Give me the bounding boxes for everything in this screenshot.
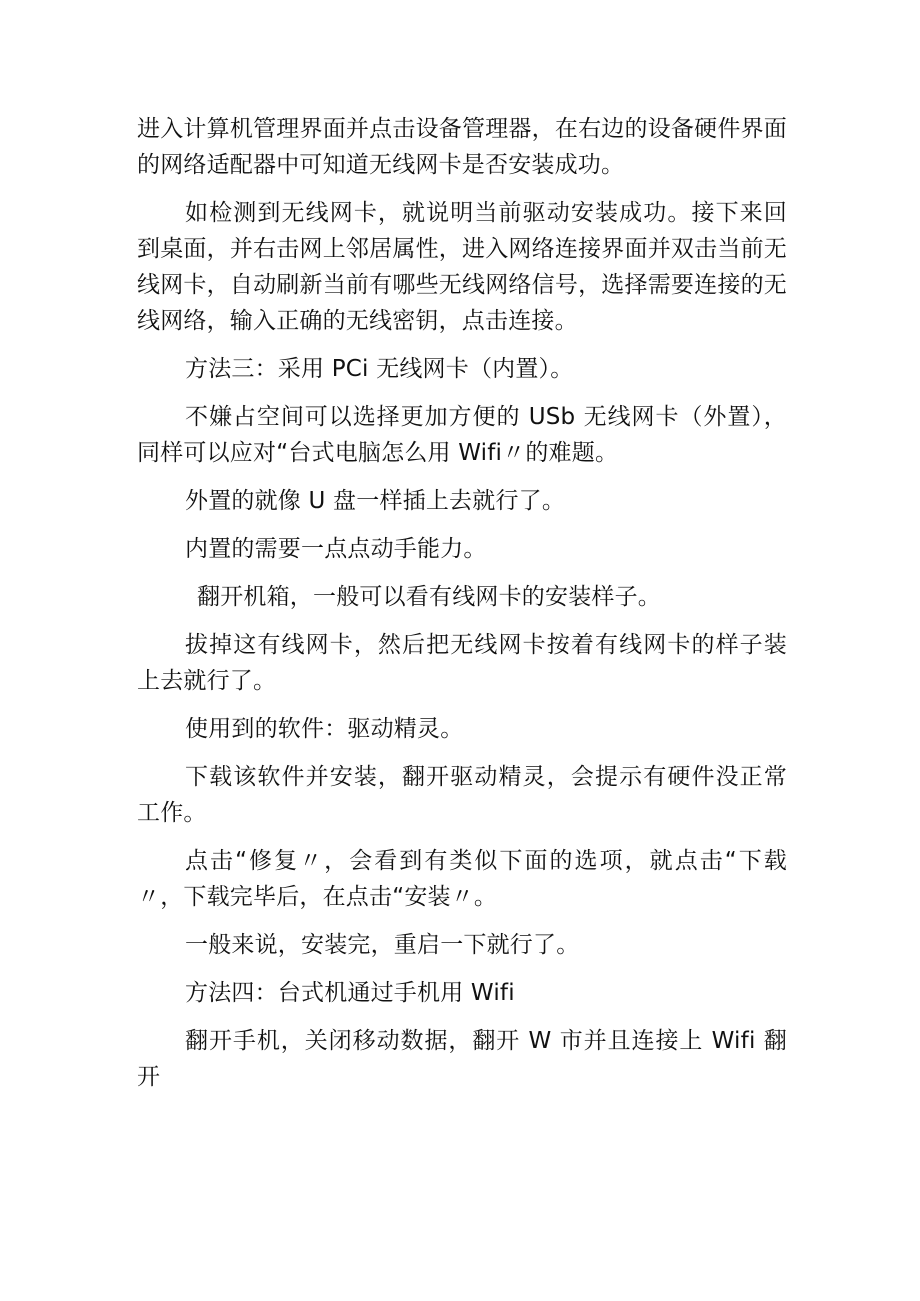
- paragraph-external: 外置的就像 U 盘一样插上去就行了。: [185, 488, 566, 514]
- paragraph-repair: 点击“修复〃，会看到有类似下面的选项，就点击“下载〃，下载完毕后，在点击“安装〃。: [137, 848, 787, 910]
- paragraph-phone-wifi: 翻开手机，关闭移动数据，翻开 W 市并且连接上 Wifi 翻开: [137, 1028, 787, 1090]
- paragraph-open-case: 翻开机箱，一般可以看有线网卡的安装样子。: [197, 584, 661, 610]
- paragraph-method-four: 方法四：台式机通过手机用 Wifi: [185, 980, 515, 1006]
- paragraph-download-install: 下载该软件并安装，翻开驱动精灵，会提示有硬件没正常工作。: [137, 764, 787, 826]
- paragraph-connect-wireless: 如检测到无线网卡，就说明当前驱动安装成功。接下来回到桌面，并右击网上邻居属性，进入网络连接界面并双击当前无线网卡，自动刷新当前有哪些无线网络信号，选择需要连接的无线网络，输入正确的无线密钥，点击连接。: [137, 200, 787, 334]
- paragraph-restart: 一般来说，安装完，重启一下就行了。: [185, 932, 580, 958]
- paragraph-usb-adapter: 不嫌占空间可以选择更加方便的 USb 无线网卡（外置），同样可以应对“台式电脑怎么用 Wifi〃的难题。: [137, 404, 787, 466]
- paragraph-replace-card: 拔掉这有线网卡，然后把无线网卡按着有线网卡的样子装上去就行了。: [137, 632, 787, 694]
- document-body: [137, 111, 787, 1107]
- paragraph-internal: 内置的需要一点点动手能力。: [185, 536, 487, 562]
- paragraph-software: 使用到的软件：驱动精灵。: [185, 716, 464, 742]
- paragraph-device-manager: 进入计算机管理界面并点击设备管理器，在右边的设备硬件界面的网络适配器中可知道无线网卡是否安装成功。: [137, 116, 787, 178]
- paragraph-method-three: 方法三：采用 PCi 无线网卡（内置）。: [185, 356, 574, 382]
